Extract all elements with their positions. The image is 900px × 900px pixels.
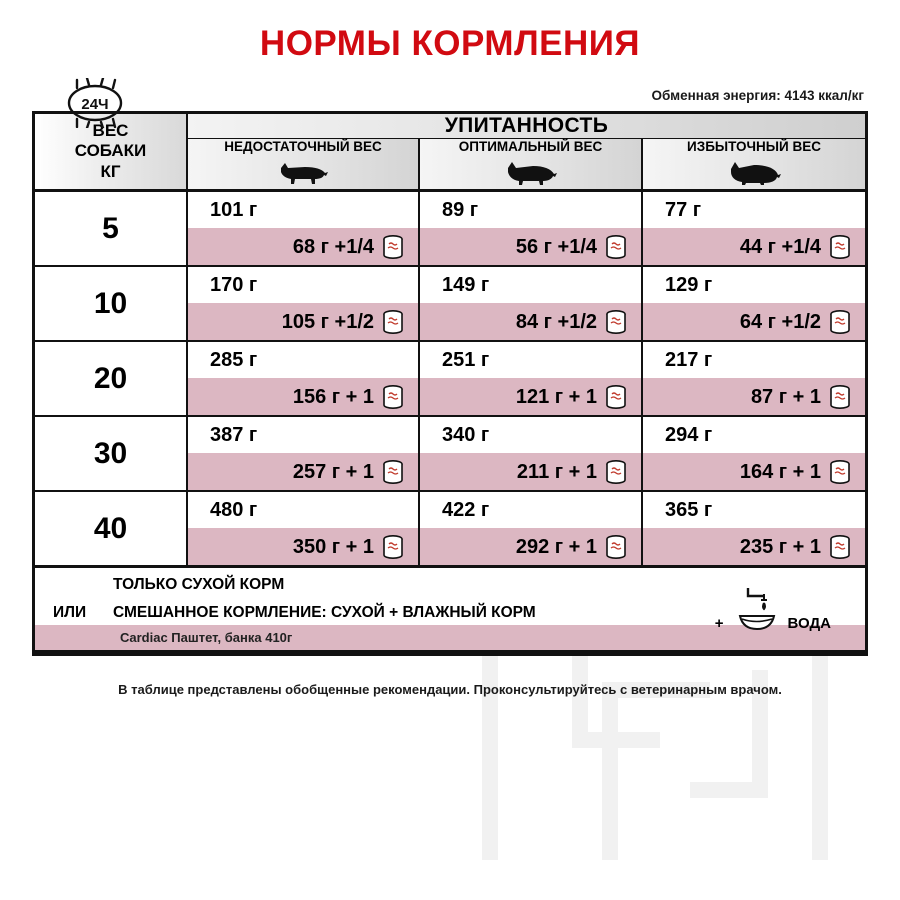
can-icon <box>382 460 404 484</box>
water-label: ВОДА <box>787 615 831 632</box>
metabolisable-energy: Обменная энергия: 4143 ккал/кг <box>651 88 864 103</box>
can-icon <box>605 535 627 559</box>
column-label-underweight: НЕДОСТАТОЧНЫЙ ВЕС <box>224 139 382 154</box>
legend-only-dry: ТОЛЬКО СУХОЙ КОРМ <box>113 576 285 593</box>
cell-optimal <box>419 341 642 416</box>
water-legend <box>715 586 831 632</box>
cell-overweight <box>642 491 865 567</box>
dry-amount: 89 г <box>420 192 641 228</box>
legend-or: ИЛИ <box>53 604 87 621</box>
alarm-clock-icon <box>57 78 141 128</box>
column-label-overweight: ИЗБЫТОЧНЫЙ ВЕС <box>687 139 821 154</box>
row-weight: 10 <box>35 266 187 341</box>
mixed-amount: 84 г +1/2 <box>420 303 641 340</box>
legend-can-note: Cardiac Паштет, банка 410г <box>35 625 865 653</box>
can-icon <box>605 235 627 259</box>
feeding-table <box>32 111 868 656</box>
table-row <box>35 191 865 267</box>
can-icon <box>382 235 404 259</box>
can-icon <box>829 535 851 559</box>
dry-amount: 251 г <box>420 342 641 378</box>
weight-header-line3: КГ <box>100 161 121 181</box>
mixed-amount: 257 г + 1 <box>188 453 418 490</box>
mixed-amount: 164 г + 1 <box>643 453 865 490</box>
mixed-amount: 68 г +1/4 <box>188 228 418 265</box>
page-title: НОРМЫ КОРМЛЕНИЯ <box>259 24 641 63</box>
mixed-amount: 56 г +1/4 <box>420 228 641 265</box>
mixed-amount: 105 г +1/2 <box>188 303 418 340</box>
table-row <box>35 491 865 567</box>
dry-amount: 365 г <box>643 492 865 528</box>
dry-amount: 101 г <box>188 192 418 228</box>
table-row <box>35 341 865 416</box>
cell-overweight <box>642 416 865 491</box>
row-weight: 30 <box>35 416 187 491</box>
dry-amount: 422 г <box>420 492 641 528</box>
mixed-amount: 64 г +1/2 <box>643 303 865 340</box>
mixed-amount: 211 г + 1 <box>420 453 641 490</box>
dry-amount: 149 г <box>420 267 641 303</box>
mixed-amount: 87 г + 1 <box>643 378 865 415</box>
cell-underweight <box>187 266 419 341</box>
column-header-underweight <box>187 139 419 191</box>
dry-amount: 480 г <box>188 492 418 528</box>
svg-text:24Ч: 24Ч <box>81 96 109 113</box>
dry-amount: 129 г <box>643 267 865 303</box>
cell-underweight <box>187 491 419 567</box>
dry-amount: 77 г <box>643 192 865 228</box>
dry-amount: 285 г <box>188 342 418 378</box>
can-icon <box>829 235 851 259</box>
weight-header-line1: ВЕС <box>92 121 129 141</box>
normal-dog-icon <box>503 160 559 186</box>
can-icon <box>605 385 627 409</box>
water-plus: + <box>714 615 724 632</box>
weight-header-line2: СОБАКИ <box>74 141 147 161</box>
dry-amount: 217 г <box>643 342 865 378</box>
can-icon <box>605 310 627 334</box>
mixed-amount: 292 г + 1 <box>420 528 641 565</box>
cell-optimal <box>419 191 642 267</box>
can-icon <box>382 385 404 409</box>
cell-optimal <box>419 491 642 567</box>
cell-underweight <box>187 416 419 491</box>
overweight-dog-icon <box>726 160 782 186</box>
can-icon <box>829 310 851 334</box>
legend-mixed: СМЕШАННОЕ КОРМЛЕНИЕ: СУХОЙ + ВЛАЖНЫЙ КОРМ <box>113 604 536 621</box>
cell-underweight <box>187 341 419 416</box>
mixed-amount: 350 г + 1 <box>188 528 418 565</box>
cell-overweight <box>642 266 865 341</box>
cell-optimal <box>419 266 642 341</box>
dry-amount: 294 г <box>643 417 865 453</box>
table-row <box>35 416 865 491</box>
cell-overweight <box>642 341 865 416</box>
can-icon <box>382 535 404 559</box>
mixed-amount: 156 г + 1 <box>188 378 418 415</box>
column-label-optimal: ОПТИМАЛЬНЫЙ ВЕС <box>458 139 603 154</box>
feeding-legend <box>35 568 865 653</box>
row-weight: 40 <box>35 491 187 567</box>
water-bowl-icon <box>730 586 782 632</box>
cell-underweight <box>187 191 419 267</box>
feeding-frequency-badge <box>57 78 141 128</box>
condition-header: УПИТАННОСТЬ <box>187 114 865 139</box>
dry-amount: 170 г <box>188 267 418 303</box>
row-weight: 5 <box>35 191 187 267</box>
can-icon <box>829 460 851 484</box>
cell-overweight <box>642 191 865 267</box>
row-weight: 20 <box>35 341 187 416</box>
dry-amount: 340 г <box>420 417 641 453</box>
thin-dog-icon <box>275 160 331 186</box>
table-row <box>35 266 865 341</box>
cell-optimal <box>419 416 642 491</box>
disclaimer-note: В таблице представлены обобщенные рекомендации. Проконсультируйтесь с ветеринарным врачом. <box>118 682 782 697</box>
can-icon <box>382 310 404 334</box>
can-icon <box>829 385 851 409</box>
mixed-amount: 121 г + 1 <box>420 378 641 415</box>
can-icon <box>605 460 627 484</box>
mixed-amount: 235 г + 1 <box>643 528 865 565</box>
column-header-optimal <box>419 139 642 191</box>
mixed-amount: 44 г +1/4 <box>643 228 865 265</box>
dry-amount: 387 г <box>188 417 418 453</box>
column-header-overweight <box>642 139 865 191</box>
